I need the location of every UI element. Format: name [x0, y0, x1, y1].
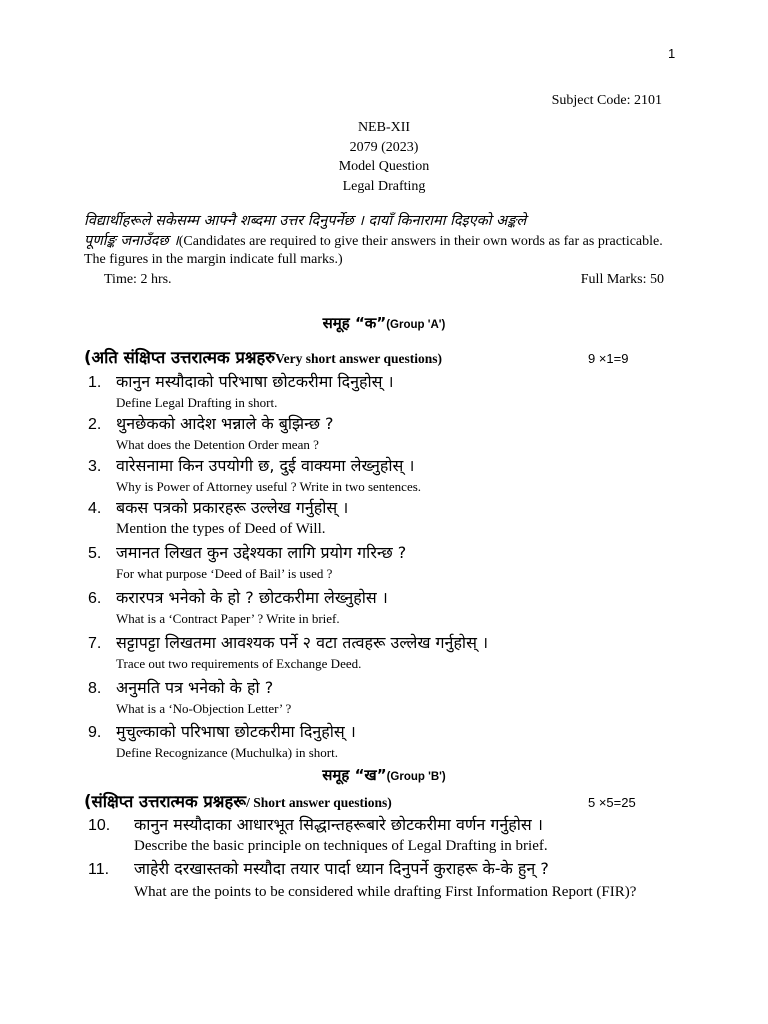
- question-text-np: अनुमति पत्र भनेको के हो ?: [116, 678, 274, 697]
- exam-subject: Legal Drafting: [342, 178, 426, 194]
- question-text-np: बकस पत्रको प्रकारहरू उल्लेख गर्नुहोस् ।: [116, 498, 349, 517]
- question-number: 2.: [88, 416, 102, 433]
- question-5: [88, 541, 678, 582]
- group-b-marks: 5 ×5=25: [588, 795, 636, 810]
- question-2: [88, 412, 678, 453]
- question-text-en: Define Legal Drafting in short.: [116, 395, 278, 410]
- question-text-en: Mention the types of Deed of Will.: [116, 521, 326, 537]
- question-9: [88, 720, 678, 761]
- question-text-np: थुनछेकको आदेश भन्नाले के बुझिन्छ ?: [116, 414, 334, 433]
- group-a-title-en: (Group 'A'): [386, 319, 446, 331]
- question-number: 7.: [88, 635, 102, 652]
- question-number: 8.: [88, 680, 102, 697]
- group-b-section-en: / Short answer questions): [246, 795, 392, 810]
- question-text-en: What are the points to be considered while drafting First Information Report (FIR)?: [134, 884, 637, 900]
- question-text-en: Why is Power of Attorney useful ? Write in two sentences.: [116, 479, 422, 494]
- question-number: 9.: [88, 724, 102, 741]
- time-marks-row: [104, 272, 664, 288]
- exam-year: 2079 (2023): [349, 139, 419, 155]
- instructions-english: (Candidates are required to give their answers in their own words as far as practicable. The figures in the margin indicate full marks.): [84, 233, 663, 267]
- question-10: [88, 813, 678, 854]
- question-11: [88, 857, 678, 902]
- question-number: 3.: [88, 458, 102, 475]
- group-b-title-np: समूह “ख”: [322, 766, 387, 784]
- group-a-section-heading: [84, 345, 664, 368]
- question-text-en: Trace out two requirements of Exchange Deed.: [116, 656, 362, 671]
- question-text-np: करारपत्र भनेको के हो ? छोटकरीमा लेख्नुहोस ।: [116, 588, 388, 607]
- group-b-section-np: (संक्षिप्त उत्तरात्मक प्रश्नहरू: [84, 792, 247, 811]
- question-text-en: What is a ‘No-Objection Letter’ ?: [116, 701, 292, 716]
- question-number: 5.: [88, 545, 102, 562]
- question-6: [88, 586, 678, 627]
- board-label: NEB-XII: [357, 120, 411, 135]
- group-a-title: [0, 313, 768, 333]
- question-text-np: कानुन मस्यौदाको परिभाषा छोटकरीमा दिनुहोस् ।: [116, 372, 394, 391]
- question-8: [88, 676, 678, 717]
- group-a-marks: 9 ×1=9: [588, 351, 629, 366]
- question-text-np: जमानत लिखत कुन उद्देश्यका लागि प्रयोग गरिन्छ ?: [116, 543, 407, 562]
- question-text-np: वारेसनामा किन उपयोगी छ, दुई वाक्यमा लेख्नुहोस् ।: [116, 456, 415, 475]
- question-number: 10.: [88, 817, 111, 834]
- question-3: [88, 454, 678, 495]
- question-number: 11.: [88, 861, 110, 878]
- question-number: 6.: [88, 590, 102, 607]
- question-text-en: What is a ‘Contract Paper’ ? Write in brief.: [116, 611, 340, 626]
- group-a-section-en: Very short answer questions): [275, 351, 443, 366]
- full-marks: Full Marks: 50: [580, 272, 664, 287]
- exam-header: [0, 118, 768, 196]
- question-text-np: जाहेरी दरखास्तको मस्यौदा तयार पार्दा ध्यान दिनुपर्ने कुराहरू के-के हुन् ?: [134, 859, 549, 878]
- question-number: 1.: [88, 374, 102, 391]
- exam-type: Model Question: [338, 159, 430, 174]
- question-4: [88, 496, 678, 537]
- group-a-section-np: (अति संक्षिप्त उत्तरात्मक प्रश्नहरु: [84, 348, 276, 367]
- question-text-en: Define Recognizance (Muchulka) in short.: [116, 745, 339, 760]
- question-text-en: For what purpose ‘Deed of Bail’ is used ?: [116, 566, 333, 581]
- group-b-section-heading: [84, 789, 664, 812]
- question-text-np: कानुन मस्यौदाका आधारभूत सिद्धान्तहरूबारे छोटकरीमा वर्णन गर्नुहोस ।: [134, 815, 543, 834]
- instructions: [84, 212, 664, 270]
- question-text-np: सट्टापट्टा लिखतमा आवश्यक पर्ने २ वटा तत्वहरू उल्लेख गर्नुहोस् ।: [116, 633, 489, 652]
- instructions-nepali-line2: पूर्णाङ्क जनाउँदछ ।: [84, 232, 179, 249]
- page-number: 1: [668, 46, 676, 61]
- subject-code: Subject Code: 2101: [551, 93, 662, 108]
- group-b-title: [0, 765, 768, 785]
- question-text-en: Describe the basic principle on techniques of Legal Drafting in brief.: [134, 838, 548, 854]
- question-text-en: What does the Detention Order mean ?: [116, 437, 319, 452]
- question-number: 4.: [88, 500, 102, 517]
- question-text-np: मुचुल्काको परिभाषा छोटकरीमा दिनुहोस् ।: [116, 722, 356, 741]
- exam-time: Time: 2 hrs.: [104, 272, 172, 287]
- question-1: [88, 370, 678, 411]
- question-7: [88, 631, 678, 672]
- instructions-nepali-line1: विद्यार्थीहरूले सकेसम्म आफ्नै शब्दमा उत्तर दिनुपर्नेछ । दायाँ किनारामा दिइएको अङ्कले: [84, 213, 527, 229]
- group-a-title-np: समूह “क”: [322, 314, 387, 332]
- group-b-title-en: (Group 'B'): [386, 771, 446, 783]
